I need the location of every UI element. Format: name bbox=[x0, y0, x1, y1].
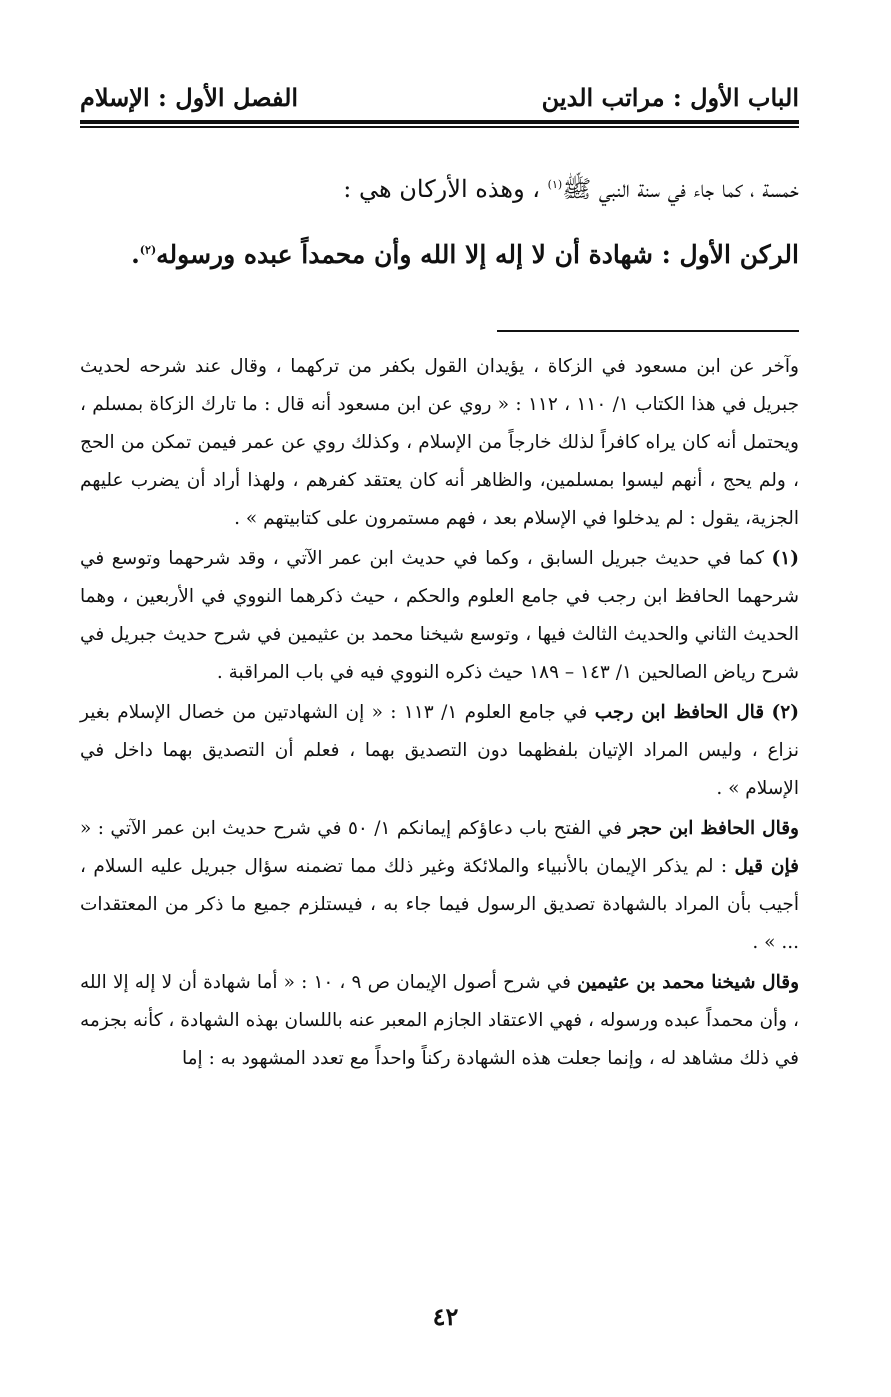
footnotes bbox=[80, 348, 799, 1080]
chapter-title: الباب الأول : مراتب الدين bbox=[541, 82, 799, 112]
header-rule-thin bbox=[80, 126, 799, 128]
footnote-separator bbox=[497, 330, 799, 332]
section-title: الفصل الأول : الإسلام bbox=[80, 82, 299, 112]
footnote-lead: قال الحافظ ابن رجب bbox=[594, 702, 765, 723]
footnote-number: (١) bbox=[771, 548, 799, 569]
paragraph-bold: فإن قيل bbox=[734, 856, 799, 877]
pillar-tail: . bbox=[131, 240, 140, 269]
footnote-number: (٢) bbox=[771, 702, 799, 723]
paragraph-lead: وقال شيخنا محمد بن عثيمين bbox=[577, 972, 800, 993]
pillar-text: الركن الأول : شهادة أن لا إله إلا الله وأن محمداً عبده ورسوله bbox=[156, 240, 799, 269]
paragraph-lead: وقال الحافظ ابن حجر bbox=[628, 818, 799, 839]
footnote-paragraph bbox=[80, 964, 799, 1078]
paragraph-text: : لم يذكر الإيمان بالأنبياء والملائكة وغير ذلك مما تضمنه سؤال جبريل عليه السلام ، أجيب بأن المراد بالشهادة تصديق الرسول فيما جاء به ، فيستلزم جميع ما ذكر من المعتقدات ... » . bbox=[80, 856, 799, 953]
running-header bbox=[80, 76, 799, 118]
footnote-continuation: وآخر عن ابن مسعود في الزكاة ، يؤيدان القول بكفر من تركهما ، وقال عند شرحه لحديث جبريل في هذا الكتاب ١/ ١١٠ ، ١١٢ : « روي عن ابن مسعود أنه قال : ما تارك الزكاة بمسلم ، ويحتمل أنه كان يراه كافراً لذلك خارجاً من الإسلام ، وكذلك روي عن عمر فيمن تمكن من الحج ، ولم يحج ، أنهم ليسوا بمسلمين، والظاهر أنه كان يعتقد كفرهم ، ولهذا أراد أن يضرب عليهم الجزية، يقول : لم يدخلوا في الإسلام بعد ، فهم مستمرون على كتابيتهم » . bbox=[80, 356, 800, 529]
body-line bbox=[80, 174, 799, 209]
paragraph-text: في الفتح باب دعاؤكم إيمانكم ١/ ٥٠ في شرح حديث ابن عمر الآتي : « bbox=[80, 818, 629, 839]
footnote-2 bbox=[80, 694, 799, 808]
footnote-ref: (٢) bbox=[139, 243, 157, 257]
footnote-text: كما في حديث جبريل السابق ، وكما في حديث ابن عمر الآتي ، وقد شرحهما وتوسع في شرحهما الحافظ ابن رجب في جامع العلوم والحكم ، حيث ذكرهما النووي في الأربعين ، وهما الحديث الثاني والحديث الثالث فيها ، وتوسع شيخنا محمد بن عثيمين في شرح حديث جبريل في شرح رياض الصالحين ١/ ١٤٣ – ١٨٩ حيث ذكره النووي فيه في باب المراقبة . bbox=[80, 548, 799, 683]
footnote-ref: (١) bbox=[547, 178, 563, 191]
page-number: ٤٢ bbox=[432, 1302, 459, 1331]
paragraph-text: في شرح أصول الإيمان ص ٩ ، ١٠ : « أما شهادة أن لا إله إلا الله ، وأن محمداً عبده ورسوله ، فهي الاعتقاد الجازم المعبر عنه باللسان بهذه الشهادة ، كأنه بجزمه في ذلك مشاهد له ، وإنما جعلت هذه الشهادة ركناً واحداً مع تعدد المشهود به : إما bbox=[80, 972, 799, 1069]
footnote-paragraph bbox=[80, 810, 799, 962]
body-text: خمسة ، كما جاء في سنة النبي ﷺ bbox=[562, 175, 799, 203]
footnote-1 bbox=[80, 540, 799, 692]
footnote-text: في جامع العلوم ١/ ١١٣ : « إن الشهادتين من خصال الإسلام بغير نزاع ، وليس المراد الإتيان بلفظهما دون التصديق بهما ، فعلم أن التصديق بهما داخل في الإسلام » . bbox=[80, 702, 799, 799]
header-rule-thick bbox=[80, 120, 799, 124]
body-text-tail: ، وهذه الأركان هي : bbox=[343, 175, 548, 203]
pillar-heading bbox=[80, 240, 799, 269]
